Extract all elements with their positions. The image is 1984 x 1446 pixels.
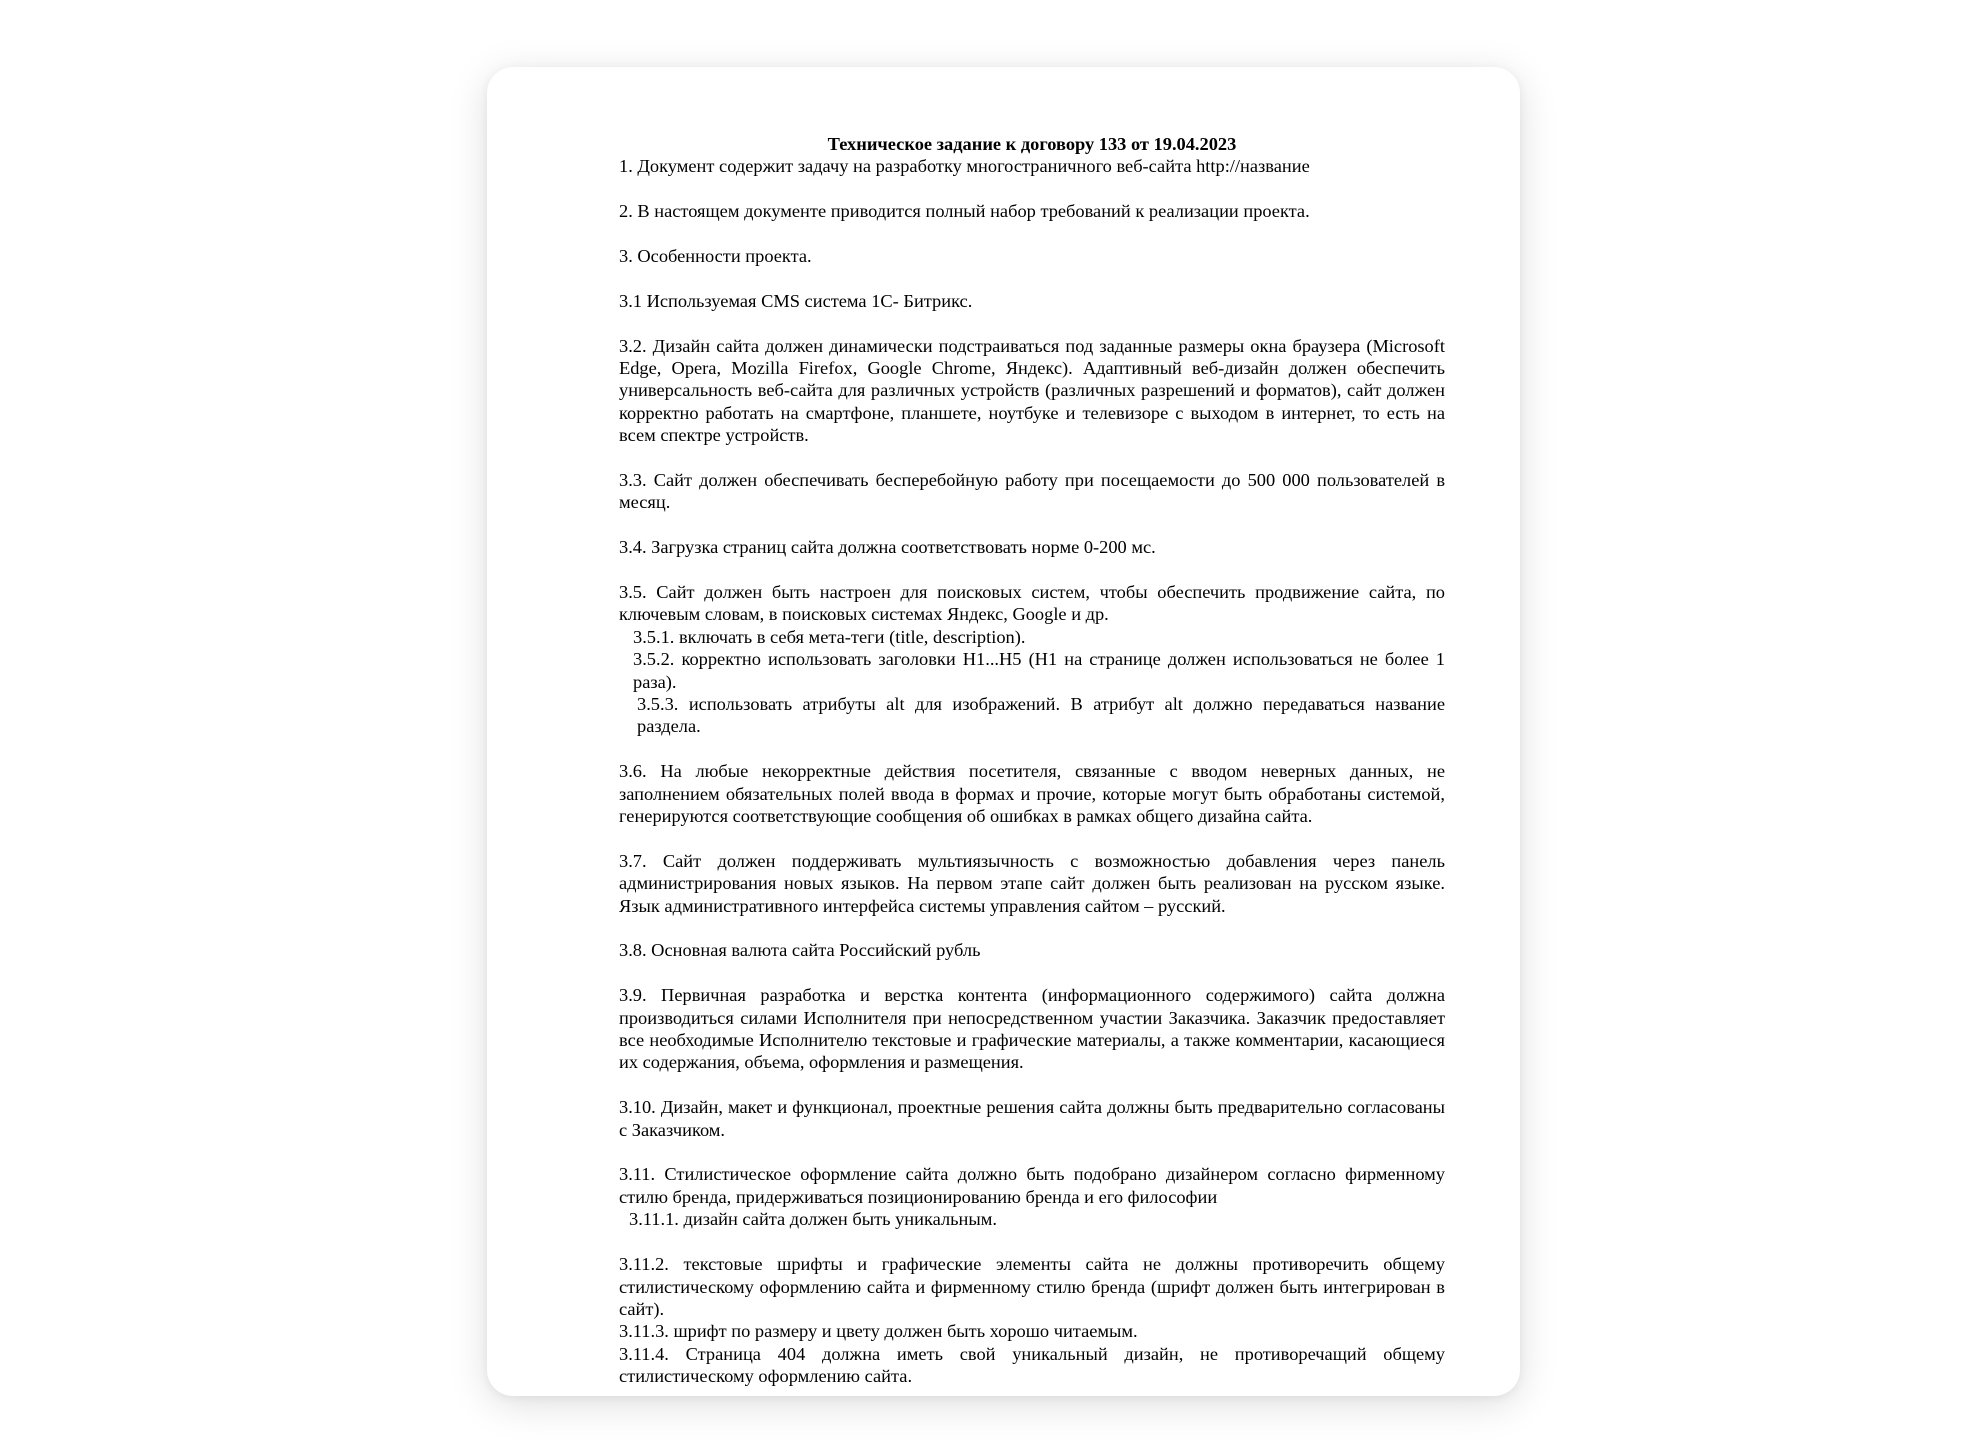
paragraph-3-11-4: 3.11.4. Страница 404 должна иметь свой уникальный дизайн, не противоречащий общему стилистическому оформлению сайта. [619,1343,1445,1387]
paragraph-3-5-1: 3.5.1. включать в себя мета-теги (title, description). [633,626,1026,647]
paragraph-3-8: 3.8. Основная валюта сайта Российский рубль [619,940,981,961]
document-title: Техническое задание к договору 133 от 19.04.2023 [827,134,1237,154]
paragraph-1: 1. Документ содержит задачу на разработку многостраничного веб-сайта http://название [619,156,1310,177]
paragraph-3-5-3: 3.5.3. использовать атрибуты alt для изображений. В атрибут alt должно передаваться название раздела. [637,694,1445,737]
paragraph-3-11: 3.11. Стилистическое оформление сайта должно быть подобрано дизайнером согласно фирменному стилю бренда, придерживаться позиционированию бренда и его философии [619,1164,1445,1207]
paragraph-3-4: 3.4. Загрузка страниц сайта должна соответствовать норме 0-200 мс. [619,537,1156,558]
paragraph-3-10: 3.10. Дизайн, макет и функционал, проектные решения сайта должны быть предварительно согласованы с Заказчиком. [619,1097,1445,1140]
paragraph-3-5: 3.5. Сайт должен быть настроен для поисковых систем, чтобы обеспечить продвижение сайта, по ключевым словам, в поисковых системах Яндекс, Google и др. [619,582,1445,625]
paragraph-3-6: 3.6. На любые некорректные действия посетителя, связанные с вводом неверных данных, не заполнением обязательных полей ввода в формах и прочие, которые могут быть обработаны системой, генерируются соответствующие сообщения об ошибках в рамках общего дизайна сайта. [619,761,1445,827]
paragraph-2: 2. В настоящем документе приводится полный набор требований к реализации проекта. [619,201,1310,222]
paragraph-3-11-2: 3.11.2. текстовые шрифты и графические элементы сайта не должны противоречить общему стилистическому оформлению сайта и фирменному стилю бренда (шрифт должен быть интегрирован в сайт). [619,1254,1445,1319]
paragraph-3-5-2: 3.5.2. корректно использовать заголовки H1...H5 (H1 на странице должен использоваться не более 1 раза). [633,649,1445,692]
paragraph-3-9: 3.9. Первичная разработка и верстка контента (информационного содержимого) сайта должна производиться силами Исполнителя при непосредственном участии Заказчика. Заказчик предоставляет все необходимые Исполнителю текстовые и графические материалы, а также комментарии, касающиеся их содержания, объема, оформления и размещения. [619,985,1445,1073]
paragraph-3-11-1: 3.11.1. дизайн сайта должен быть уникальным. [629,1209,997,1230]
paragraph-3-11-3: 3.11.3. шрифт по размеру и цвету должен быть хорошо читаемым. [619,1321,1138,1342]
paragraph-3-1: 3.1 Используемая CMS система 1С- Битрикс. [619,290,973,311]
paragraph-3-7: 3.7. Сайт должен поддерживать мультиязычность с возможностью добавления через панель администрирования новых языков. На первом этапе сайт должен быть реализован на русском языке. Язык административного интерфейса системы управления сайтом – русский. [619,850,1445,916]
paragraph-3: 3. Особенности проекта. [619,246,812,266]
paragraph-3-2: 3.2. Дизайн сайта должен динамически подстраиваться под заданные размеры окна браузера (Microsoft Edge, Opera, Mozilla Firefox, Google Chrome, Яндекс). Адаптивный веб-дизайн должен обеспечить универсальность веб-сайта для различных устройств (различных разрешений и форматов), сайт должен корректно работать на смартфоне, планшете, ноутбуке и телевизоре с выходом в интернет, то есть на всем спектре устройств. [619,335,1445,446]
document-body [619,133,1445,1388]
document-page [487,67,1520,1396]
paragraph-3-3: 3.3. Сайт должен обеспечивать бесперебойную работу при посещаемости до 500 000 пользователей в месяц. [619,470,1445,513]
